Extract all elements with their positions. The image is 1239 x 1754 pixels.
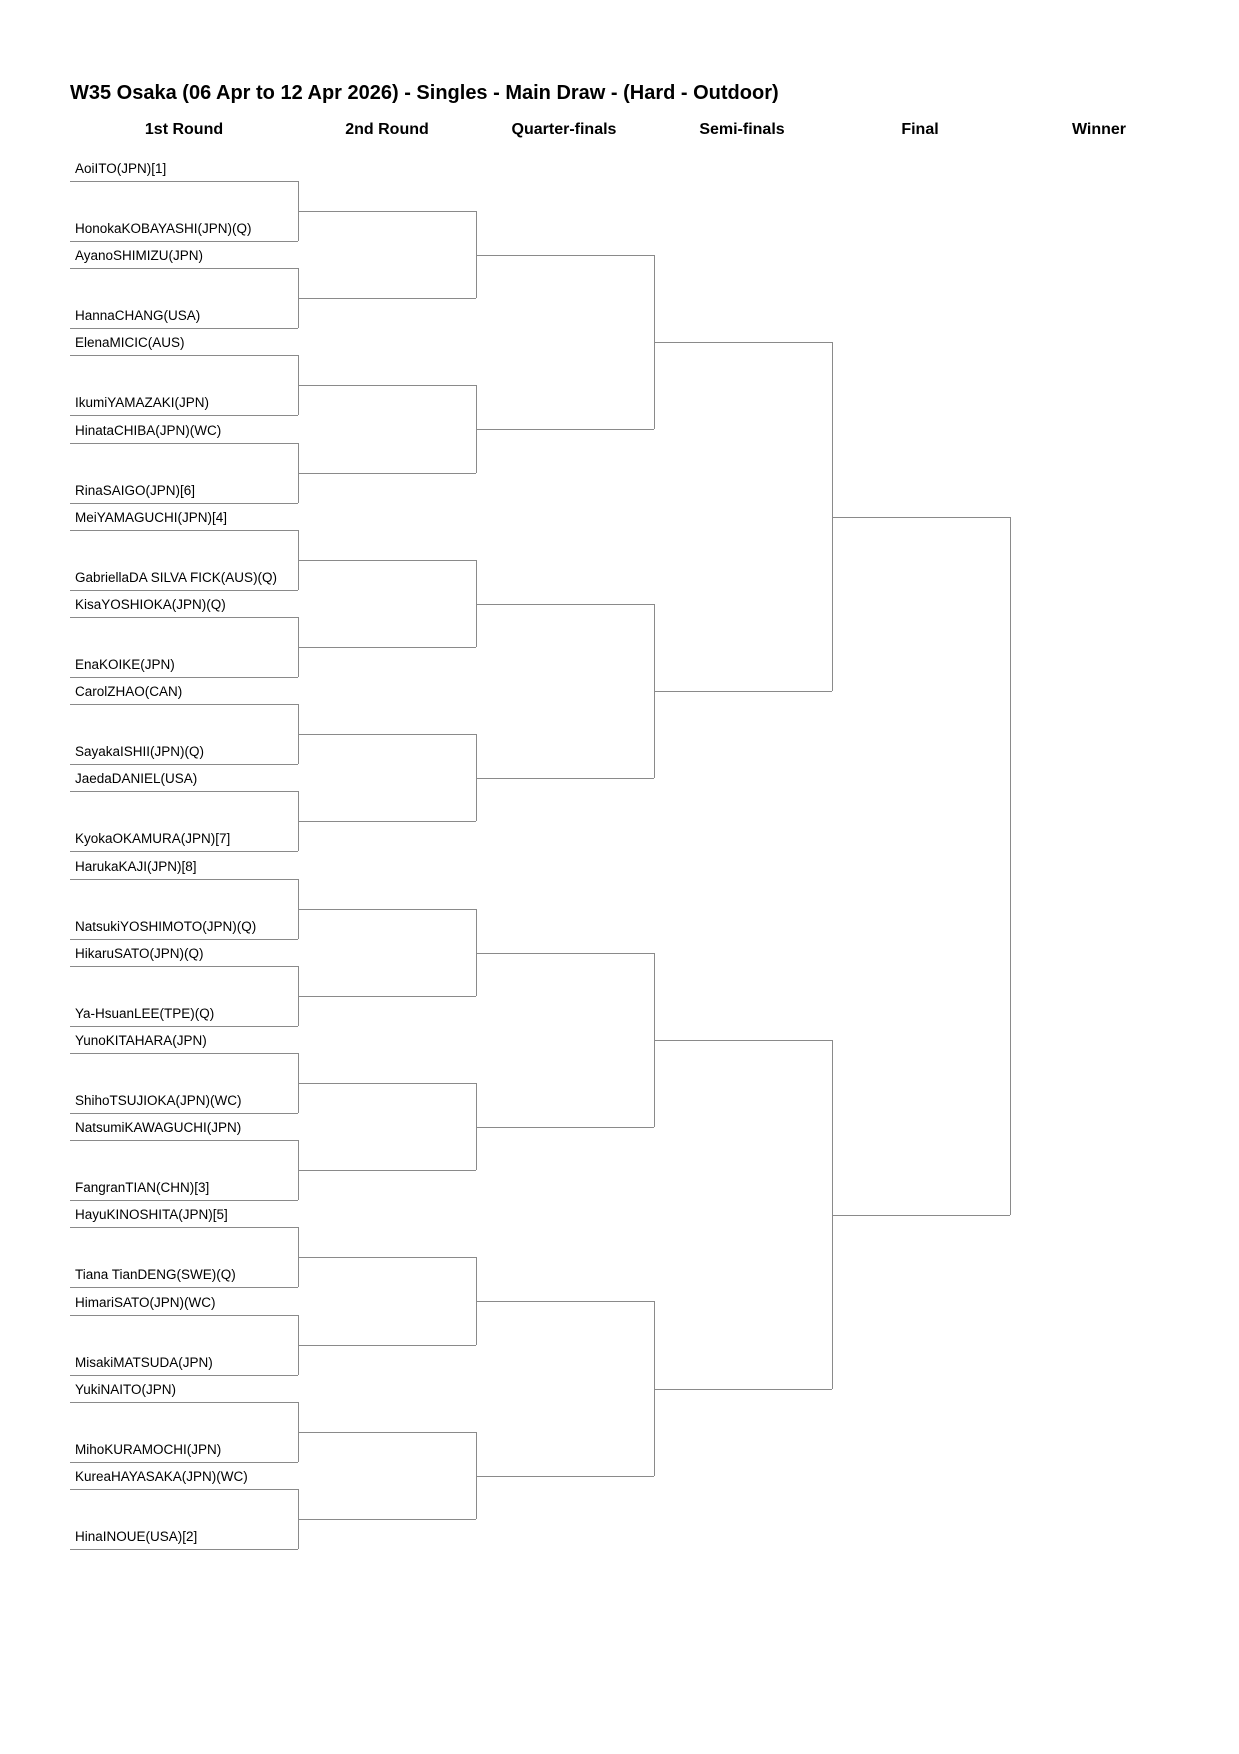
player-entry: ShihoTSUJIOKA(JPN)(WC) [75,1093,242,1108]
player-entry: HonokaKOBAYASHI(JPN)(Q) [75,221,252,236]
player-entry: HimariSATO(JPN)(WC) [75,1295,216,1310]
player-entry: KureaHAYASAKA(JPN)(WC) [75,1469,248,1484]
player-entry: CarolZHAO(CAN) [75,684,183,699]
player-entry: JaedaDANIEL(USA) [75,771,198,786]
player-entry: NatsumiKAWAGUCHI(JPN) [75,1120,242,1135]
player-entry: KyokaOKAMURA(JPN)[7] [75,831,231,846]
player-entry: AoiITO(JPN)[1] [75,161,167,176]
draw-title: W35 Osaka (06 Apr to 12 Apr 2026) - Singles - Main Draw - (Hard - Outdoor) [70,82,779,104]
player-entry: YunoKITAHARA(JPN) [75,1033,207,1048]
round-header-4: Semi-finals [699,121,785,138]
player-entry: FangranTIAN(CHN)[3] [75,1180,210,1195]
player-entry: HarukaKAJI(JPN)[8] [75,859,197,874]
player-entry: ElenaMICIC(AUS) [75,335,185,350]
player-entry: HikaruSATO(JPN)(Q) [75,946,204,961]
round-header-6: Winner [1071,121,1127,138]
player-entry: SayakaISHII(JPN)(Q) [75,744,205,759]
player-entry: Tiana TianDENG(SWE)(Q) [75,1267,236,1282]
round-header-3: Quarter-finals [511,121,617,138]
player-entry: GabriellaDA SILVA FICK(AUS)(Q) [75,570,278,585]
player-entry: MisakiMATSUDA(JPN) [75,1355,213,1370]
round-header-1: 1st Round [144,121,224,138]
player-entry: YukiNAITO(JPN) [75,1382,177,1397]
player-entry: MihoKURAMOCHI(JPN) [75,1442,222,1457]
player-entry: MeiYAMAGUCHI(JPN)[4] [75,510,228,525]
player-entry: HinaINOUE(USA)[2] [75,1529,198,1544]
player-entry: HinataCHIBA(JPN)(WC) [75,423,222,438]
player-entry: NatsukiYOSHIMOTO(JPN)(Q) [75,919,257,934]
round-header-5: Final [901,121,939,138]
player-entry: AyanoSHIMIZU(JPN) [75,248,204,263]
player-entry: EnaKOIKE(JPN) [75,657,175,672]
player-entry: KisaYOSHIOKA(JPN)(Q) [75,597,226,612]
player-entry: RinaSAIGO(JPN)[6] [75,483,196,498]
player-entry: IkumiYAMAZAKI(JPN) [75,395,210,410]
player-entry: Ya-HsuanLEE(TPE)(Q) [75,1006,215,1021]
round-header-2: 2nd Round [345,121,429,138]
player-entry: HannaCHANG(USA) [75,308,201,323]
player-entry: HayuKINOSHITA(JPN)[5] [75,1207,228,1222]
